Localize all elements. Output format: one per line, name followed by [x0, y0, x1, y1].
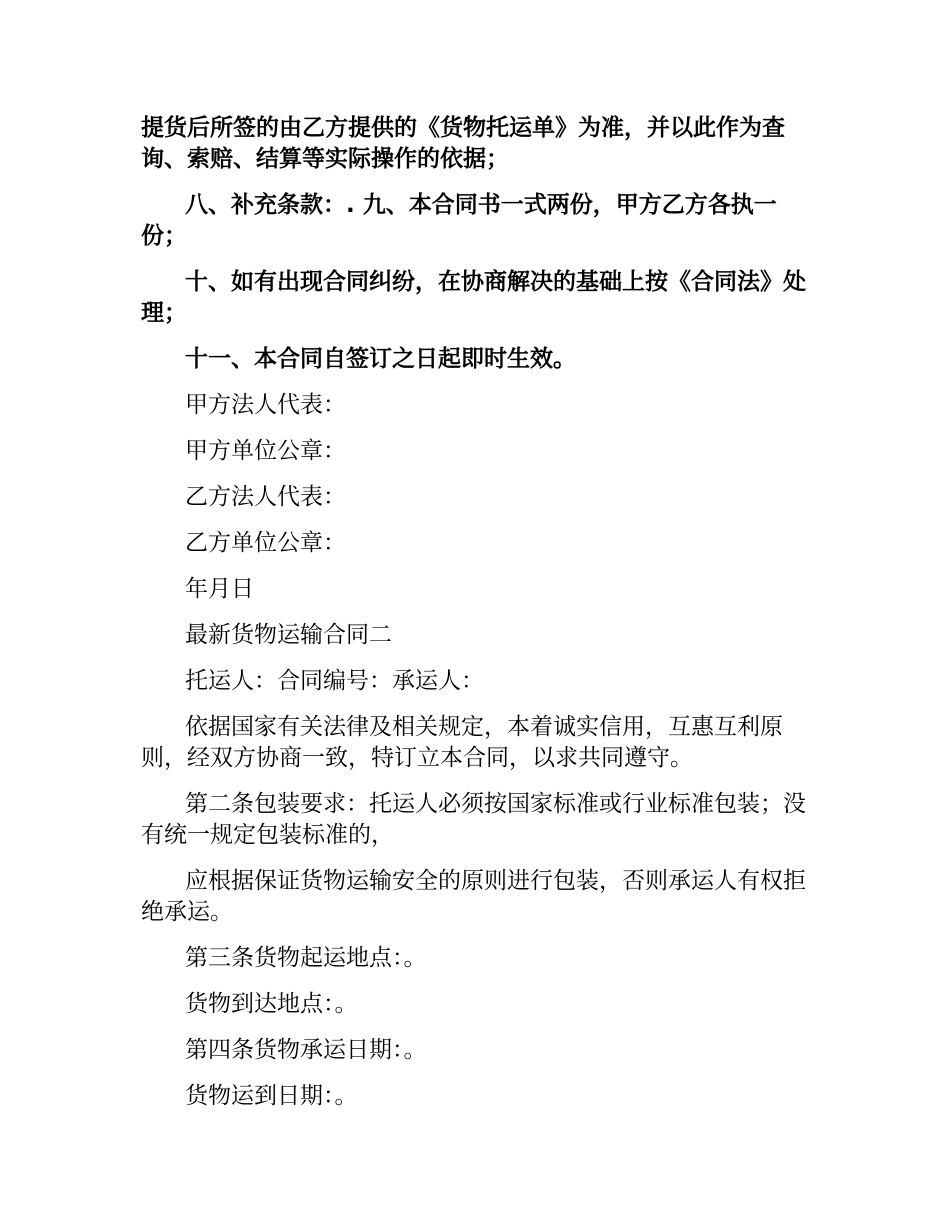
paragraph-delivery-basis: 提货后所签的由乙方提供的《货物托运单》为准，并以此作为查询、索赔、结算等实际操作的依据；	[141, 115, 785, 172]
party-b-representative: 乙方法人代表：	[185, 484, 346, 510]
parties-line: 托运人：合同编号：承运人：	[185, 668, 484, 694]
paragraph-arrival-date: 货物运到日期：。	[185, 1083, 358, 1109]
paragraph-article-3: 第三条货物起运地点：。	[185, 945, 427, 971]
party-a-representative: 甲方法人代表：	[185, 392, 346, 418]
paragraph-clause-10: 十、如有出现合同纠纷，在协商解决的基础上按《合同法》处理；	[141, 269, 806, 326]
paragraph-article-2: 第二条包装要求：托运人必须按国家标准或行业标准包装；没有统一规定包装标准的，	[141, 791, 806, 848]
contract-two-title: 最新货物运输合同二	[185, 622, 392, 648]
paragraph-destination: 货物到达地点：。	[185, 991, 358, 1017]
paragraph-article-4: 第四条货物承运日期：。	[185, 1037, 427, 1063]
paragraph-clause-11: 十一、本合同自签订之日起即时生效。	[185, 346, 576, 372]
paragraph-article-2-cont: 应根据保证货物运输安全的原则进行包装，否则承运人有权拒绝承运。	[141, 868, 806, 925]
party-b-seal: 乙方单位公章：	[185, 530, 346, 556]
date-line: 年月日	[185, 576, 254, 602]
paragraph-preamble: 依据国家有关法律及相关规定，本着诚实信用，互惠互利原则，经双方协商一致，特订立本合同，以求共同遵守。	[141, 714, 783, 771]
document-body	[141, 113, 813, 1127]
paragraph-clause-8-9: 八、补充条款：. 九、本合同书一式两份，甲方乙方各执一份；	[141, 192, 777, 249]
party-a-seal: 甲方单位公章：	[185, 438, 346, 464]
